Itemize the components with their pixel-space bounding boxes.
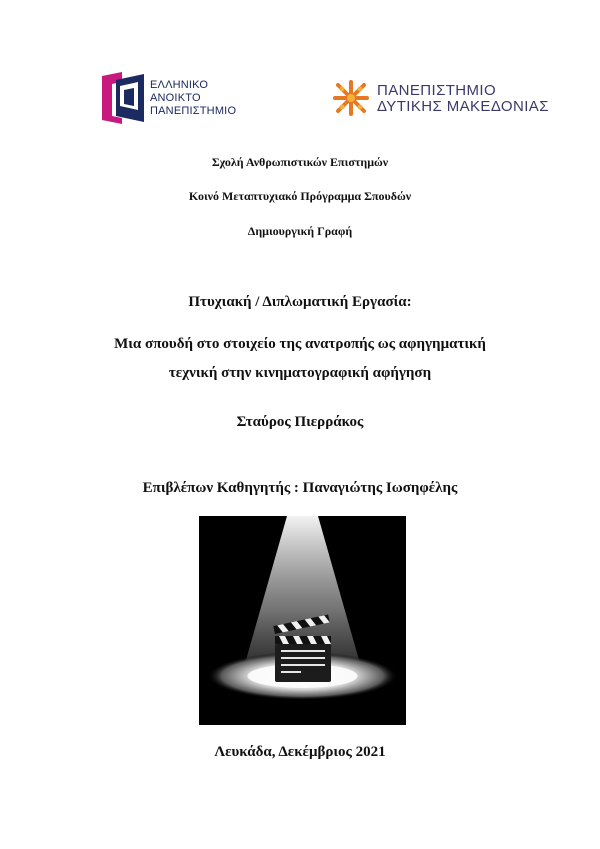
course-name: Δημιουργική Γραφή (247, 224, 353, 238)
uowm-logo (333, 80, 563, 120)
thesis-title-line-2: τεχνική στην κινηματογραφική αφήγηση (168, 365, 432, 381)
eap-logo-line-3: ΠΑΝΕΠΙΣΤΗΜΙΟ (150, 105, 237, 117)
supervisor-line: Επιβλέπων Καθηγητής : Παναγιώτης Ιωσηφέλης (142, 480, 458, 496)
spotlight-clapperboard-icon (199, 516, 406, 725)
eap-logo-mark-icon (98, 70, 146, 126)
eap-logo-text (150, 79, 236, 118)
eap-logo-line-1: ΕΛΛΗΝΙΚΟ (150, 79, 209, 91)
program-name: Κοινό Μεταπτυχιακό Πρόγραμμα Σπουδών (188, 189, 412, 203)
eap-logo (98, 70, 248, 126)
thesis-type: Πτυχιακή / Διπλωματική Εργασία: (188, 294, 412, 310)
uowm-logo-text (377, 83, 549, 115)
uowm-logo-line-1: ΠΑΝΕΠΙΣΤΗΜΙΟ (377, 82, 497, 99)
uowm-logo-line-2: ΔΥΤΙΚΗΣ ΜΑΚΕΔΟΝΙΑΣ (377, 98, 549, 115)
thesis-title-line-1: Μια σπουδή στο στοιχείο της ανατροπής ως αφηγηματική (114, 336, 486, 352)
author-name: Σταύρος Πιερράκος (236, 414, 364, 430)
place-date: Λευκάδα, Δεκέμβριος 2021 (214, 744, 386, 760)
school-name: Σχολή Ανθρωπιστικών Επιστημών (211, 155, 389, 169)
spotlight-clapperboard-image (199, 516, 406, 725)
eap-logo-line-2: ΑΝΟΙΚΤΟ (150, 92, 201, 104)
uowm-logo-mark-icon (333, 80, 369, 116)
